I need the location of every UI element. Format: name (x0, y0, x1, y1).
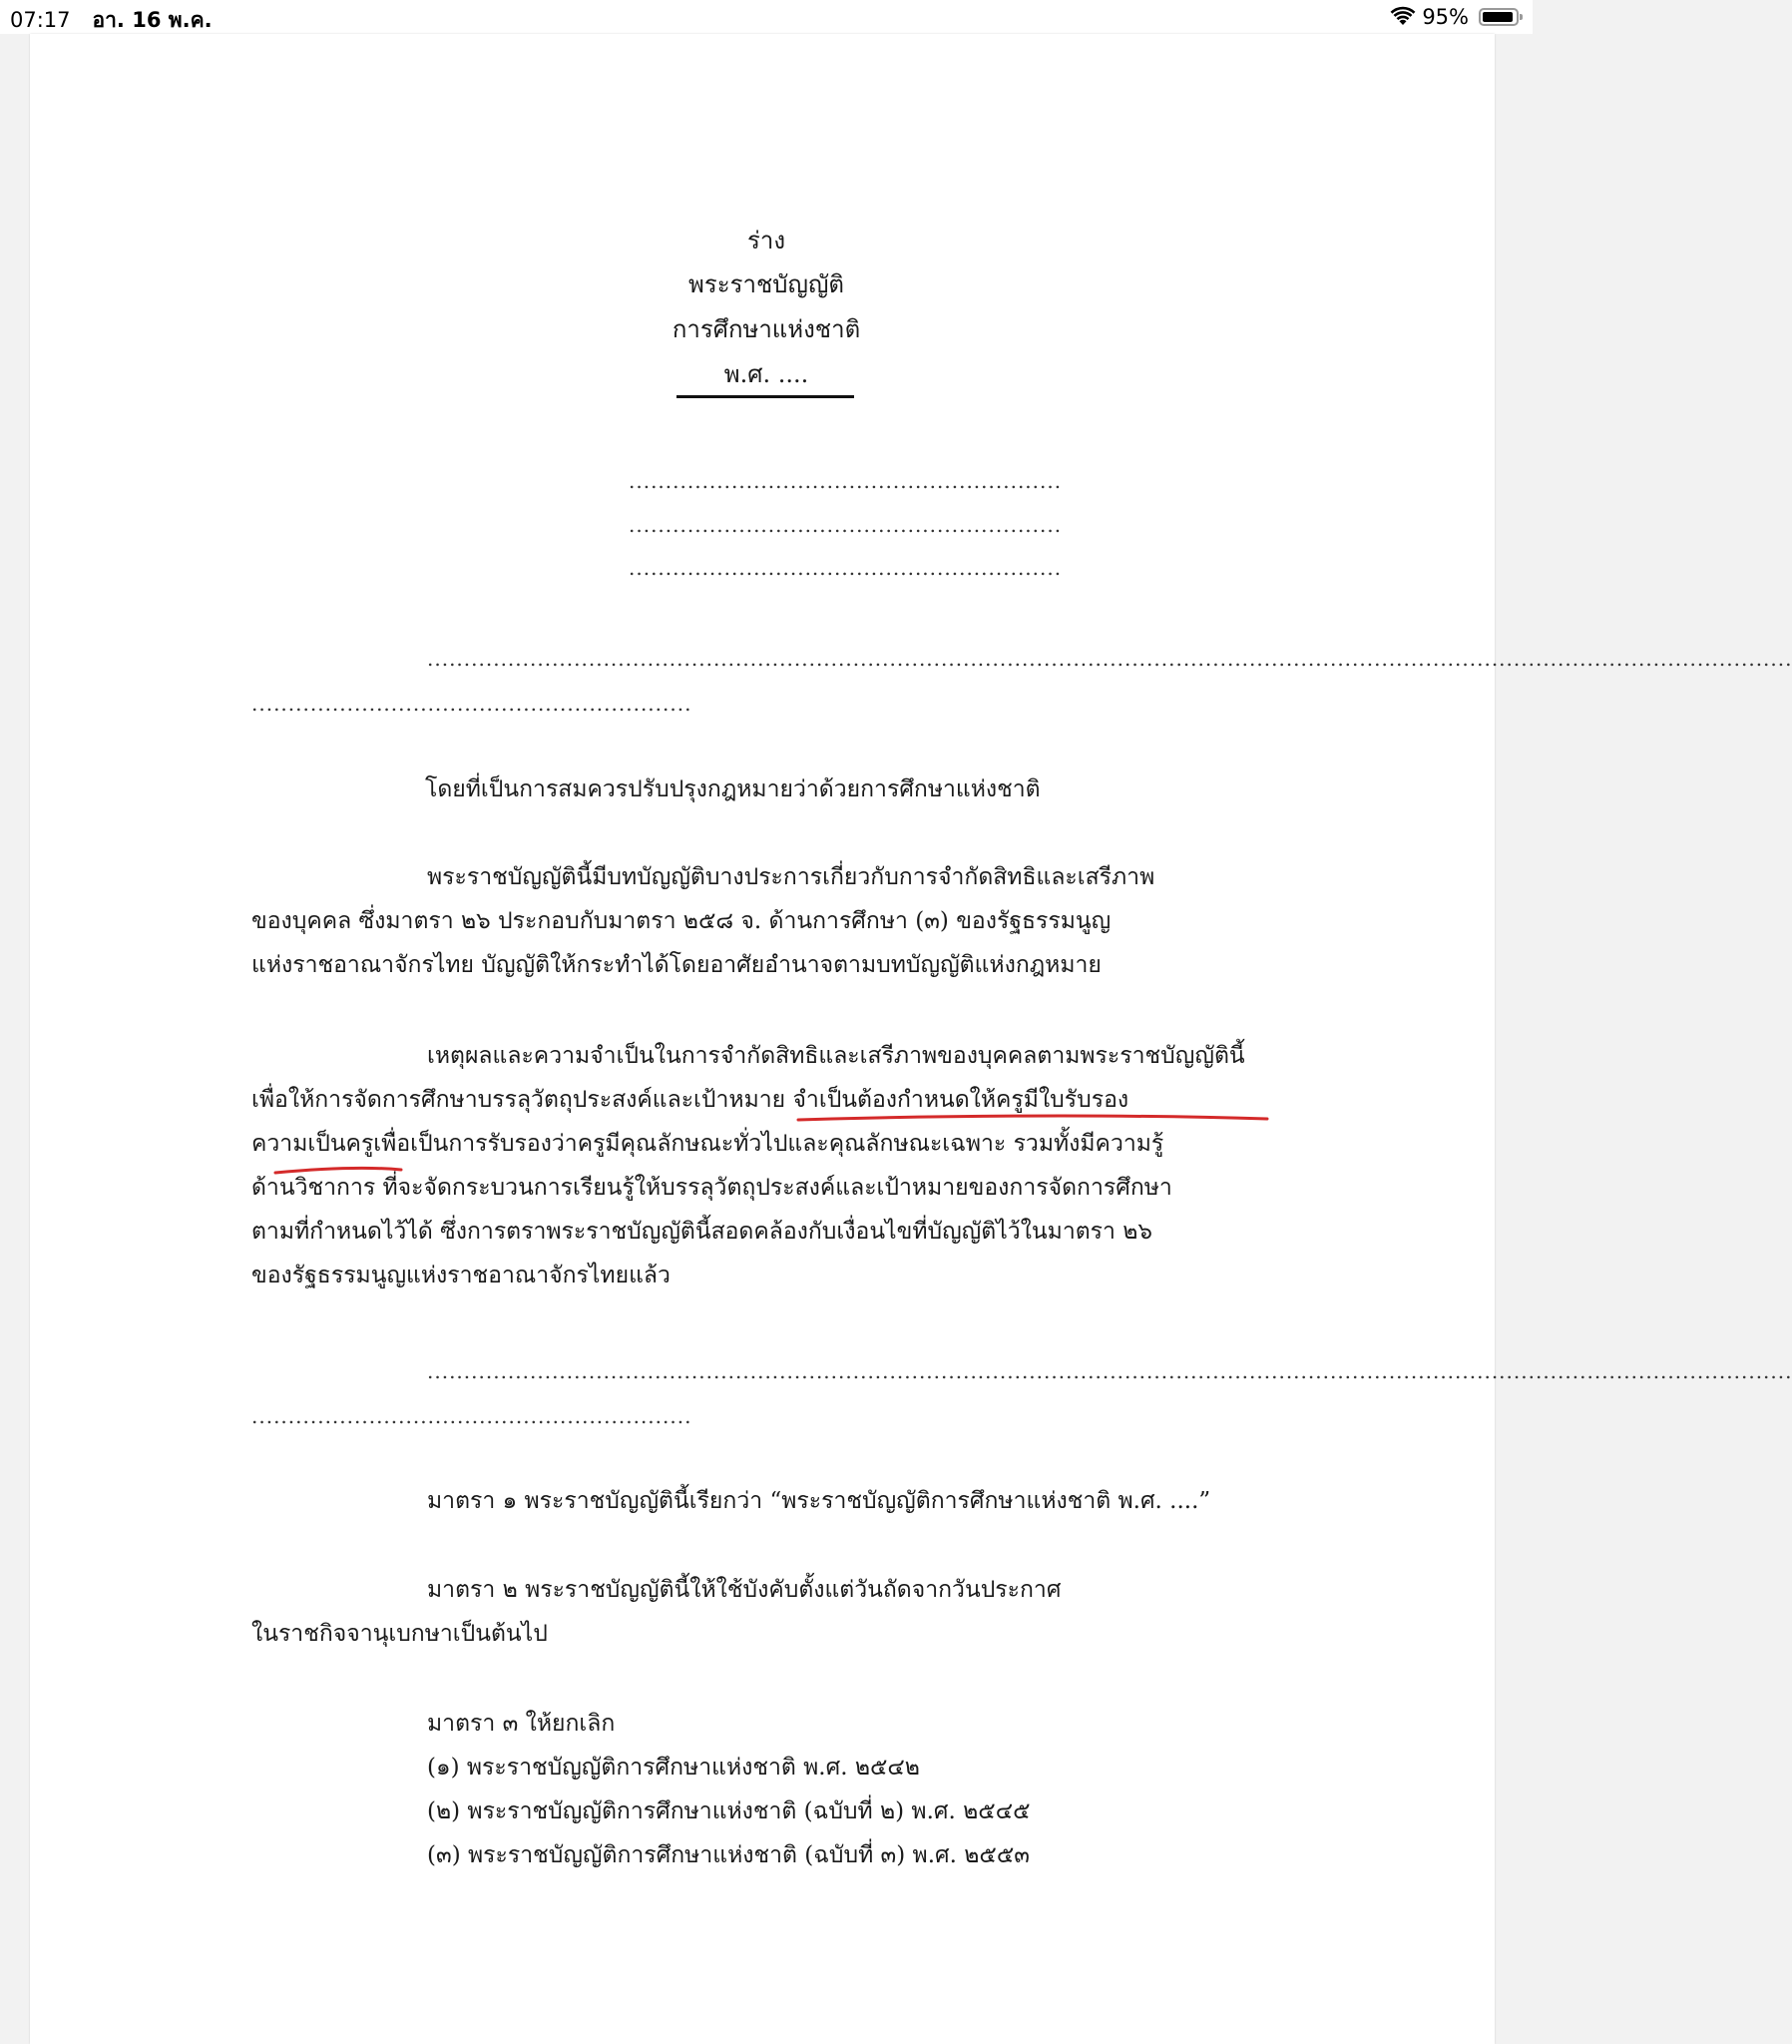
heading-year: พ.ศ. .... (723, 360, 809, 388)
dotted-line: ........................................................... (629, 469, 1063, 493)
preamble: โดยที่เป็นการสมควรปรับปรุงกฎหมายว่าด้วยการศึกษาแห่งชาติ (425, 776, 1041, 802)
para2-line4: ด้านวิชาการ ที่จะจัดกระบวนการเรียนรู้ให้บรรลุวัตถุประสงค์และเป้าหมายของการจัดการศึกษา (251, 1175, 1172, 1201)
battery-percent: 95% (1422, 5, 1469, 29)
dotted-line-cont: ............................................................ (251, 692, 692, 716)
dotted-line: ........................................................... (629, 556, 1063, 580)
dotted-line: ........................................................... (629, 513, 1063, 537)
battery-icon (1479, 8, 1519, 26)
section-2-line1: มาตรา ๒ พระราชบัญญัตินี้ให้ใช้บังคับตั้งแต่วันถัดจากวันประกาศ (427, 1577, 1062, 1603)
section-3-item2: (๒) พระราชบัญญัติการศึกษาแห่งชาติ (ฉบับที่ ๒) พ.ศ. ๒๕๔๕ (427, 1798, 1031, 1824)
dotted-line-long: .......................................................................................................................................................................................... (427, 1359, 1792, 1383)
section-3-head: มาตรา ๓ ให้ยกเลิก (427, 1711, 616, 1737)
status-bar (0, 0, 1533, 34)
red-underline-stroke (798, 1116, 1267, 1120)
heading-draft: ร่าง (746, 227, 786, 255)
status-left (10, 4, 213, 37)
para1-line3: แห่งราชอาณาจักรไทย บัญญัติให้กระทำได้โดยอาศัยอำนาจตามบทบัญญัติแห่งกฎหมาย (251, 952, 1102, 978)
battery-tip (1520, 14, 1523, 20)
status-date: อา. 16 พ.ค. (92, 8, 213, 32)
para2-line2: เพื่อให้การจัดการศึกษาบรรลุวัตถุประสงค์และเป้าหมาย จำเป็นต้องกำหนดให้ครูมีใบรับรอง (251, 1087, 1129, 1113)
para2-line5: ตามที่กำหนดไว้ได้ ซึ่งการตราพระราชบัญญัตินี้สอดคล้องกับเงื่อนไขที่บัญญัติไว้ในมาตรา ๒๖ (251, 1219, 1153, 1245)
para1-line1: พระราชบัญญัตินี้มีบทบัญญัติบางประการเกี่ยวกับการจำกัดสิทธิและเสรีภาพ (427, 864, 1155, 890)
section-1: มาตรา ๑ พระราชบัญญัตินี้เรียกว่า “พระราชบัญญัติการศึกษาแห่งชาติ พ.ศ. ....” (427, 1488, 1211, 1514)
wifi-icon (1390, 7, 1416, 27)
para1-line2: ของบุคคล ซึ่งมาตรา ๒๖ ประกอบกับมาตรา ๒๕๘ จ. ด้านการศึกษา (๓) ของรัฐธรรมนูญ (251, 908, 1112, 934)
dotted-line-long: .......................................................................................................................................................................................... (427, 647, 1792, 671)
status-time: 07:17 (10, 8, 71, 32)
section-3-item1: (๑) พระราชบัญญัติการศึกษาแห่งชาติ พ.ศ. ๒๕๔๒ (427, 1755, 920, 1781)
para2-line3: ความเป็นครูเพื่อเป็นการรับรองว่าครูมีคุณลักษณะทั่วไปและคุณลักษณะเฉพาะ รวมทั้งมีความรู้ (251, 1131, 1164, 1157)
document-page[interactable] (30, 34, 1792, 2044)
heading-act: พระราชบัญญัติ (688, 270, 844, 298)
section-3-item3: (๓) พระราชบัญญัติการศึกษาแห่งชาติ (ฉบับที่ ๓) พ.ศ. ๒๕๕๓ (427, 1842, 1030, 1868)
title-rule (676, 395, 854, 398)
para2-line1: เหตุผลและความจำเป็นในการจำกัดสิทธิและเสรีภาพของบุคคลตามพระราชบัญญัตินี้ (427, 1043, 1245, 1069)
heading-title: การศึกษาแห่งชาติ (672, 315, 861, 343)
para2-line6: ของรัฐธรรมนูญแห่งราชอาณาจักรไทยแล้ว (251, 1263, 671, 1288)
status-right (1390, 4, 1519, 30)
section-2-line2: ในราชกิจจานุเบกษาเป็นต้นไป (251, 1621, 548, 1647)
battery-fill (1483, 12, 1513, 22)
dotted-line-cont: ............................................................ (251, 1404, 692, 1428)
